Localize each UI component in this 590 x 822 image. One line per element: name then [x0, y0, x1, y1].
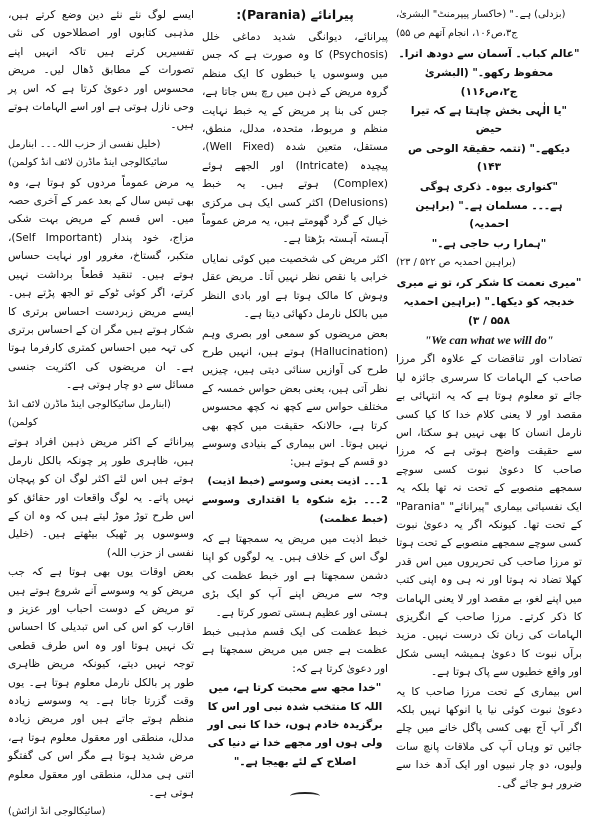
section-heading: پیرانائے (Parania):: [236, 7, 354, 22]
paragraph: ایسے لوگ نئے نئے دین وضع کرتے ہیں، مذہبی کتابوں اور اصطلاحوں کی نئی تفسیریں کرتے ہیں تاکہ انہیں اپنے تصورات کے مطابق ڈھال لیں۔ مریض محسوس اور دعویٰ کرتا ہے کہ اس پر وحی نازل ہوتی ہے اور اسے الہامات ہوتے ہیں۔: [8, 9, 194, 132]
list-item: 2۔۔۔ بڑے شکوہ یا اقتداری وسوسے (خبط عظمت): [202, 495, 388, 525]
quote-line: "ہمارا رب حاجی ہے۔": [431, 237, 547, 250]
paragraph: پیرانائے، دیوانگی شدید دماغی خلل (Psychosis) کا وہ صورت ہے کہ جس میں وسوسوں یا خبطوں کا ایک منظم گروہ مریض کے ذہن میں رچ بس جاتا ہے، جس کی بنا پر مریض کے یہ خبط نہایت منظم و مربوط، متحدہ، مدلل، منطق، مستقل، متعین شدہ (Well Fixed)، پیچیدہ (Intricate) اور الجھے ہوئے (Complex) ہوتے ہیں۔ یہ خبط (Delusions) اکثر کسی ایک ہی مرکزی خیال کے گرد گھومتے ہیں، یہ مرض عموماً آہستہ آہستہ بڑھتا ہے۔: [202, 31, 388, 246]
citation: ج۳،ص۱۰۶، انجام آتھم ص ۵۵): [396, 28, 518, 40]
paragraph: یہ مرض عموماً مردوں کو ہوتا ہے، وہ بھی تیس سال کے بعد عمر کے آخری حصہ میں۔ اس قسم کے مریض بہت شکی مزاج، خود پندار (Self Important)، متکبر، گستاخ، مغرور اور نہایت حساس ہوتے ہیں۔ تنقید قطعاً برداشت نہیں کرتے، اگر کوئی ٹوکے تو الجھ پڑتے ہیں۔ ایسے مریض زبردست احساس برتری کا شکار ہوتے ہیں مگر ان کے احساس برتری کی تہہ میں احساس کمتری کارفرما ہوتا ہے۔ ان مریضوں کی اکثریت جنسی مسائل سے دو چار ہوتی ہے۔: [8, 176, 194, 392]
quote-line: "یا الٰہی بخش چاہتا ہے کہ تیرا حیض: [410, 105, 568, 136]
paragraph: بعض اوقات یوں بھی ہوتا ہے کہ جب مریض کو یہ وسوسے آنے شروع ہوتے ہیں تو مریض کے دوست احباب اور عزیز و اقارب کو اس کی اس تبدیلی کا احساس تک نہیں ہوتا اور وہ اس طرف قطعی توجہ نہیں دیتے، کیونکہ مریض ظاہری طور پر بالکل نارمل معلوم ہوتا ہے۔ یوں وقت گزرتا جاتا ہے۔ یہ وسوسے زیادہ منظم ہوتے جاتے ہیں اور مریض زیادہ مدلل، منطقی اور معقول معلوم ہوتا ہے، مرض شدید ہوتا ہے مگر اس کی گفتگو اتنی ہی مدلل، منطقی اور معقول معلوم ہوتی ہے۔: [8, 566, 194, 800]
column-left: [8, 6, 194, 818]
citation: (بزدلی) ہے۔" (خاکسار پیپرمنٹ" البشریٰ،: [396, 9, 566, 20]
paragraph: اکثر مریض کی شخصیت میں کوئی نمایاں خرابی یا نقص نظر نہیں آتا۔ مریض عقل وہوش کا مالک ہوتا ہے اور بادی النظر میں بالکل نارمل دکھائی دیتا ہے۔: [202, 252, 388, 321]
citation: (خلیل نفسی از حزب اللہ۔۔۔ ابنارمل سائیکالوجی اینڈ ماڈرن لائف انڈ کولمن): [8, 138, 168, 169]
citation: (براہین احمدیہ ص ۵۲۲ / ۲۳): [396, 257, 516, 269]
column-middle: [202, 6, 388, 796]
quote-line: دیکھے۔" (تتمہ حقیقۃ الوحی ص ۱۴۳): [408, 142, 570, 174]
column-right: [396, 6, 582, 796]
paragraph: بعض مریضوں کو سمعی اور بصری وہم (Hallucination) ہوتے ہیں، انہیں طرح طرح کی آوازیں سنائی دیتی ہیں، چیزیں نظر آتی ہیں، یعنی بعض حواس خمسہ کے مختلف حواس سے کچھ نہ کچھ محسوس کرتا ہے، حالانکہ حقیقت میں کچھ بھی نہیں ہوتا۔ اس بیماری کے بنیادی وسوسے دو قسم کے ہوتے ہیں:: [202, 327, 388, 469]
paragraph: خبط اذیت میں مریض یہ سمجھتا ہے کہ لوگ اس کے خلاف ہیں۔ یہ لوگوں کو اپنا دشمن سمجھتا ہے اور خبط عظمت کی وجہ سے مریض اپنے آپ کو ایک بڑی ہستی اور عظیم ہستی تصور کرتا ہے۔: [202, 532, 388, 619]
quote-line: محفوظ رکھو۔" (البشریٰ ج۲،ص۱۱۶): [424, 67, 554, 98]
paragraph: تضادات اور تناقضات کے علاوہ اگر مرزا صاحب کے الہامات کا سرسری جائزہ لیا جائے تو معلوم ہوتا ہے کہ یہ انتہائی بے مقصد اور لا یعنی کلام خدا کا کیا کسی نارمل انسان کا بھی نہیں ہو سکتا، اس سے حقیقت واضح ہوتی ہے کہ مرزا صاحب کا دعویٰ نبوت کسی سوچے سمجھے منصوبے کے تحت نہ تھا بلکہ یہ ایک نفسیاتی بیماری "پیرانائے" "Parania" کے تحت تھا۔ کیونکہ اگر یہ دعویٰ نبوت کسی سوچے سمجھے منصوبے کے تحت ہوتا تو مرزا صاحب کی تحریروں میں اس قدر کھلا تضاد نہ ہوتا اور نہ ہی وہ اپنی کتب میں اپنے لغو، بے مقصد اور لا یعنی الہامات کا ذکر کرتے۔ مرزا صاحب کے انگریزی الہامات کی زبان تک درست نہیں۔ مزید برآں نبوت کا دعویٰ ہمیشہ ایسی شکل اور واقع خطیوں سے پاک ہوتا ہے۔: [396, 353, 582, 679]
paragraph: اس بیماری کے تحت مرزا صاحب کا یہ دعویٰ نبوت کوئی نیا یا انوکھا نہیں بلکہ اگر آپ آج بھی کسی پاگل خانے میں چلے جائیں تو وہاں آپ کی ملاقات پانچ سات ولیوں، دو چار نبیوں اور ایک آدھ خدا سے ضرور ہو جائے گی۔: [396, 685, 582, 790]
quote-line: "میری نعمت کا شکر کر، تو نے میری: [396, 276, 582, 289]
paragraph: خبط عظمت کی ایک قسم مذہبی خبط عظمت ہے جس میں مریض سمجھتا ہے اور دعویٰ کرتا ہے کہ:: [202, 626, 388, 675]
quote-line: خدیجہ کو دیکھا۔" (براہین احمدیہ ۵۵۸ / ۳): [403, 296, 575, 327]
paragraph: پیرانائے کے اکثر مریض ذہین افراد ہوتے ہیں، ظاہری طور پر چونکہ بالکل نارمل ہوتے ہیں اس لئے اکثر لوگ ان کو پہچان نہیں پاتے۔ یہ لوگ واقعات اور حقائق کو اس طرح توڑ موڑ لیتے ہیں کہ وہ ان کے وسوسوں پر ٹھیک بیٹھتے ہیں۔ (خلیل نفسی از حزب اللہ): [8, 436, 194, 559]
quote-line: ہے۔۔۔ مسلمان ہے۔" (براہین احمدیہ): [415, 200, 563, 231]
citation: (سائیکالوجی انڈ ازائش): [8, 806, 106, 818]
list-item: 1۔۔۔ اذیت یعنی وسوسے (خبط اذیت): [207, 475, 388, 487]
citation: (ابنارمل سائیکالوجی اینڈ ماڈرن لائف انڈ کولمن): [8, 398, 171, 428]
english-quote: "We can what we will do": [424, 332, 554, 347]
quote-line: "خدا مجھ سے محبت کرتا ہے، میں اللہ کا منتخب شدہ نبی اور اس کا برگزیدہ خادم ہوں، خدا کا نبی اور ولی ہوں اور مجھے خدا نے دنیا کی اصلاح کے لئے بھیجا ہے۔": [207, 682, 383, 768]
quote-line: "کنواری بیوہ۔ ذکری ہوگی: [419, 180, 559, 193]
page-ornament: [290, 792, 320, 800]
quote-line: "عالم کباب۔ آسمان سے دودھ اترا۔: [398, 47, 580, 60]
